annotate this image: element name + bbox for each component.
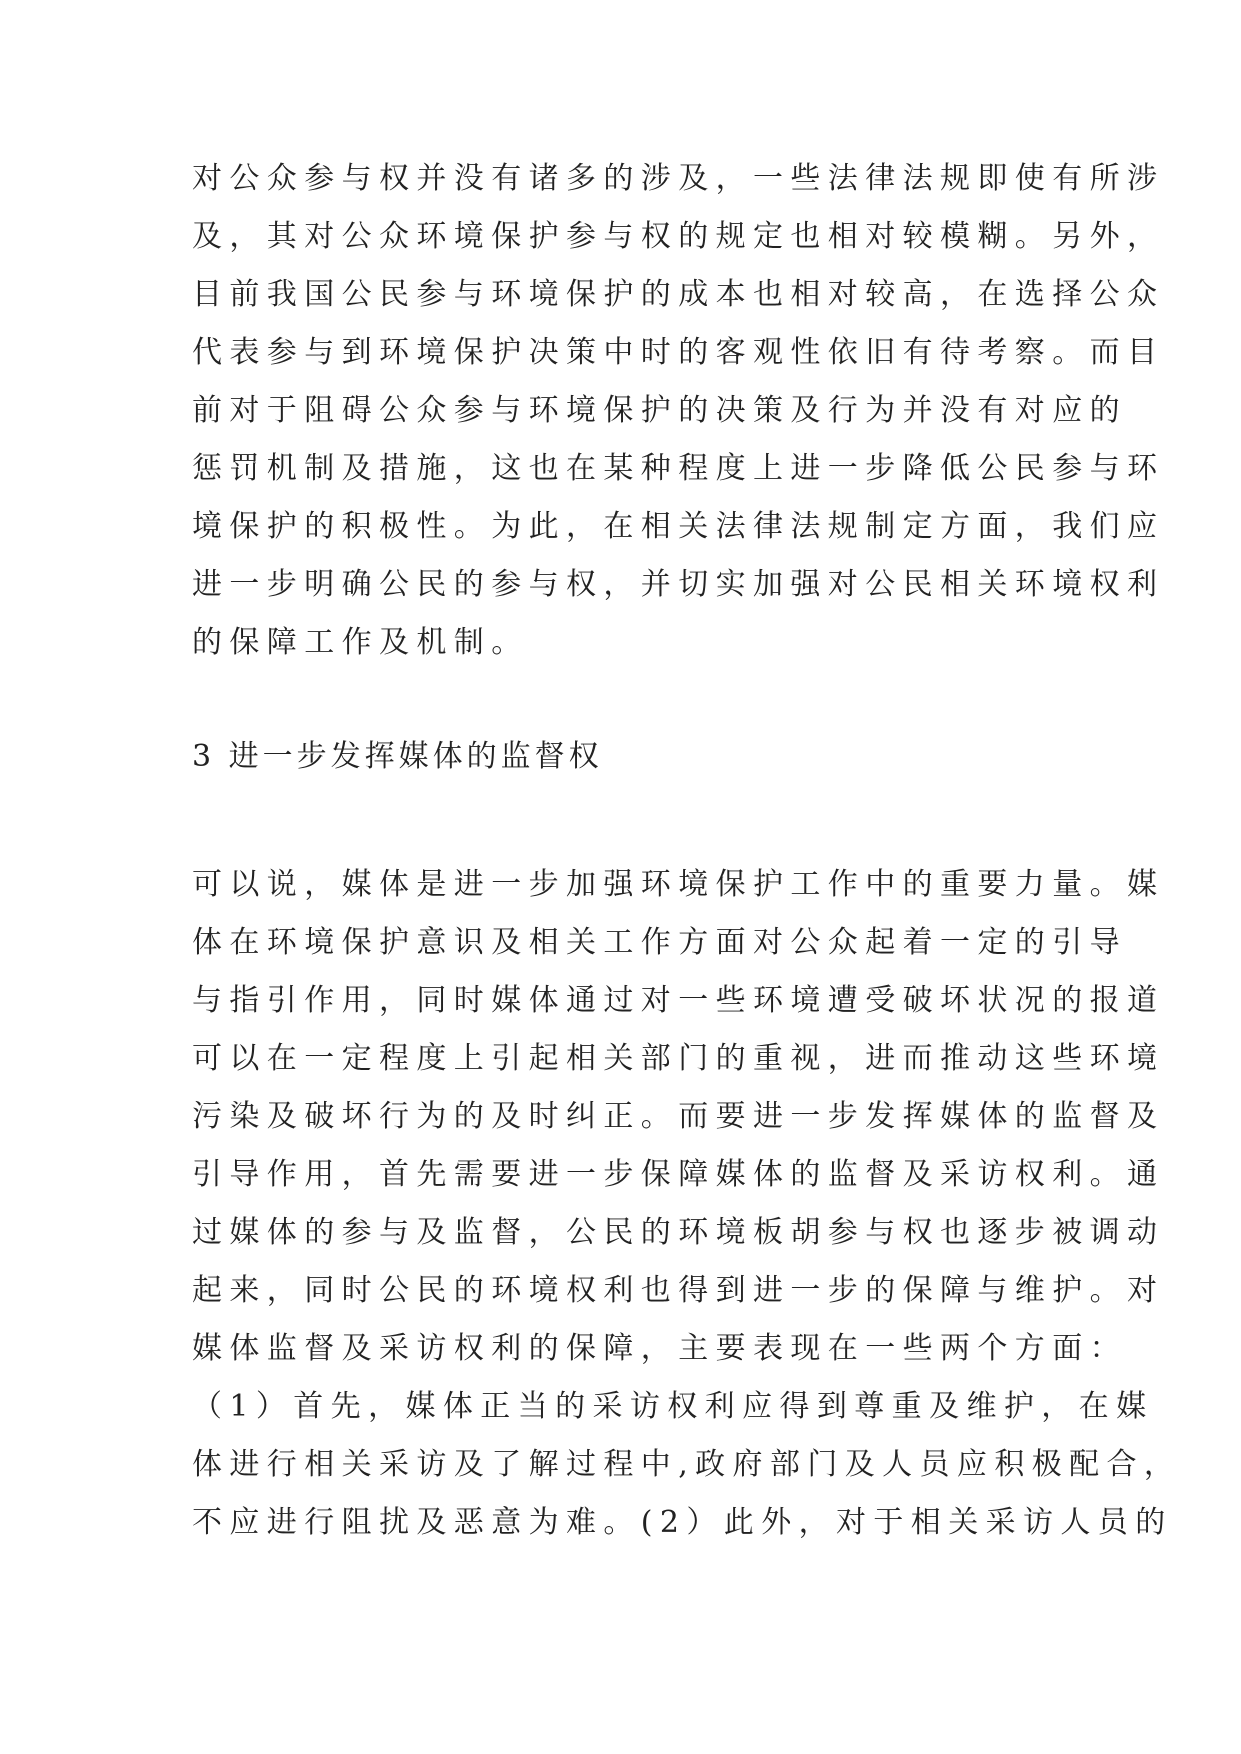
text-line: 体进行相关采访及了解过程中,政府部门及人员应积极配合， xyxy=(192,1447,1182,1482)
text-line: 的保障工作及机制。 xyxy=(192,625,529,660)
text-line: 前对于阻碍公众参与环境保护的决策及行为并没有对应的 xyxy=(192,393,1127,428)
text-line: 可以说，媒体是进一步加强环境保护工作中的重要力量。媒 xyxy=(192,867,1165,902)
section-heading xyxy=(192,728,1062,786)
text-line: 媒体监督及采访权利的保障，主要表现在一些两个方面： xyxy=(192,1331,1127,1366)
text-line: 代表参与到环境保护决策中时的客观性依旧有待考察。而目 xyxy=(192,335,1165,370)
text-line: 对公众参与权并没有诸多的涉及，一些法律法规即使有所涉 xyxy=(192,161,1165,196)
text-line: 引导作用，首先需要进一步保障媒体的监督及采访权利。通 xyxy=(192,1157,1165,1192)
text-line: 境保护的积极性。为此，在相关法律法规制定方面，我们应 xyxy=(192,509,1165,544)
text-line: 过媒体的参与及监督，公民的环境板胡参与权也逐步被调动 xyxy=(192,1215,1165,1250)
text-line: 不应进行阻扰及恶意为难。(2）此外，对于相关采访人员的 xyxy=(192,1505,1173,1540)
text-line: 体在环境保护意识及相关工作方面对公众起着一定的引导 xyxy=(192,925,1127,960)
text-line: 惩罚机制及措施，这也在某种程度上进一步降低公民参与环 xyxy=(192,451,1165,486)
text-line: 及，其对公众环境保护参与权的规定也相对较模糊。另外， xyxy=(192,219,1165,254)
text-line: 污染及破坏行为的及时纠正。而要进一步发挥媒体的监督及 xyxy=(192,1099,1165,1134)
text-line: 与指引作用，同时媒体通过对一些环境遭受破坏状况的报道 xyxy=(192,983,1165,1018)
text-line: （1）首先，媒体正当的采访权利应得到尊重及维护，在媒 xyxy=(192,1389,1154,1424)
text-line: 进一步明确公民的参与权，并切实加强对公民相关环境权利 xyxy=(192,567,1165,602)
text-line: 起来，同时公民的环境权利也得到进一步的保障与维护。对 xyxy=(192,1273,1165,1308)
text-line: 目前我国公民参与环境保护的成本也相对较高，在选择公众 xyxy=(192,277,1165,312)
paragraph-public-participation xyxy=(192,150,1165,672)
text-line: 可以在一定程度上引起相关部门的重视，进而推动这些环境 xyxy=(192,1041,1165,1076)
section-heading-text: 3 进一步发挥媒体的监督权 xyxy=(192,739,603,774)
paragraph-media-supervision xyxy=(192,856,1182,1552)
